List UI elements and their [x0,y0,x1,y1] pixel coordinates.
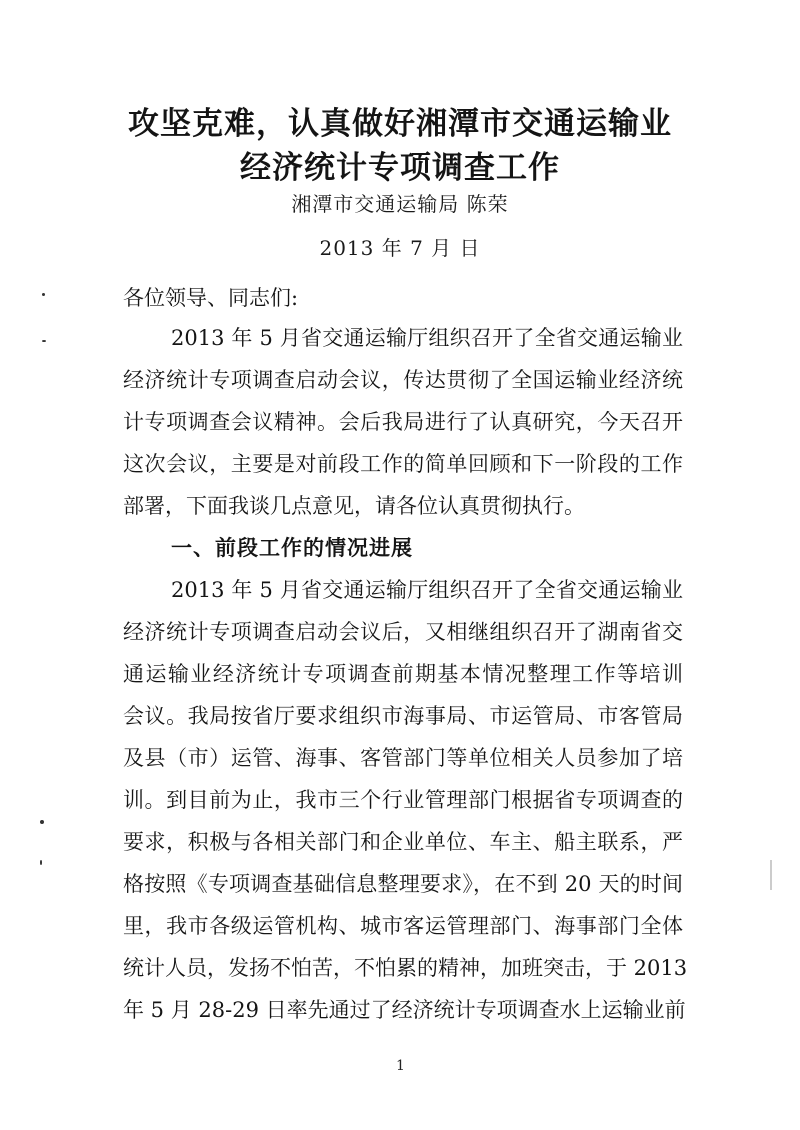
paragraph-2-line: 统计人员，发扬不怕苦，不怕累的精神，加班突击，于 2013 [123,956,688,980]
paragraph-2-line: 会议。我局按省厅要求组织市海事局、市运管局、市客管局 [123,704,683,728]
paragraph-2-line: 训。到目前为止，我市三个行业管理部门根据省专项调查的 [123,788,683,812]
paragraph-2-line: 及县（市）运管、海事、客管部门等单位相关人员参加了培 [123,746,683,770]
date-line: 2013 年 7 月 日 [319,236,481,260]
paragraph-2-line: 里，我市各级运管机构、城市客运管理部门、海事部门全体 [123,914,683,938]
paragraph-1-line: 部署，下面我谈几点意见，请各位认真贯彻执行。 [123,494,585,518]
paragraph-2-line: 2013 年 5 月省交通运输厅组织召开了全省交通运输业 [171,578,683,602]
paragraph-2-line: 经济统计专项调查启动会议后，又相继组织召开了湖南省交 [123,620,683,644]
paragraph-1-line: 2013 年 5 月省交通运输厅组织召开了全省交通运输业 [171,326,683,350]
scan-speck [40,820,44,824]
section-1-heading: 一、前段工作的情况进展 [171,536,413,560]
document-title-line-2: 经济统计专项调查工作 [240,150,560,186]
paragraph-2-line: 要求，积极与各相关部门和企业单位、车主、船主联系，严 [123,830,683,854]
scan-speck [40,860,42,865]
scan-speck [42,340,46,342]
document-title-line-1: 攻坚克难，认真做好湘潭市交通运输业 [128,106,672,142]
scan-edge-mark [770,860,772,890]
salutation: 各位领导、同志们: [123,286,299,310]
paragraph-2-line: 年 5 月 28-29 日率先通过了经济统计专项调查水上运输业前 [123,998,686,1022]
paragraph-2-line: 格按照《专项调查基础信息整理要求》，在不到 20 天的时间 [123,872,683,896]
author-line: 湘潭市交通运输局 陈荣 [291,192,509,216]
scan-speck [42,293,45,296]
paragraph-1-line: 经济统计专项调查启动会议，传达贯彻了全国运输业经济统 [123,368,683,392]
paragraph-1-line: 这次会议，主要是对前段工作的简单回顾和下一阶段的工作 [123,452,683,476]
paragraph-2-line: 通运输业经济统计专项调查前期基本情况整理工作等培训 [123,662,683,686]
paragraph-1-line: 计专项调查会议精神。会后我局进行了认真研究，今天召开 [123,410,683,434]
page-number: 1 [396,1058,405,1074]
